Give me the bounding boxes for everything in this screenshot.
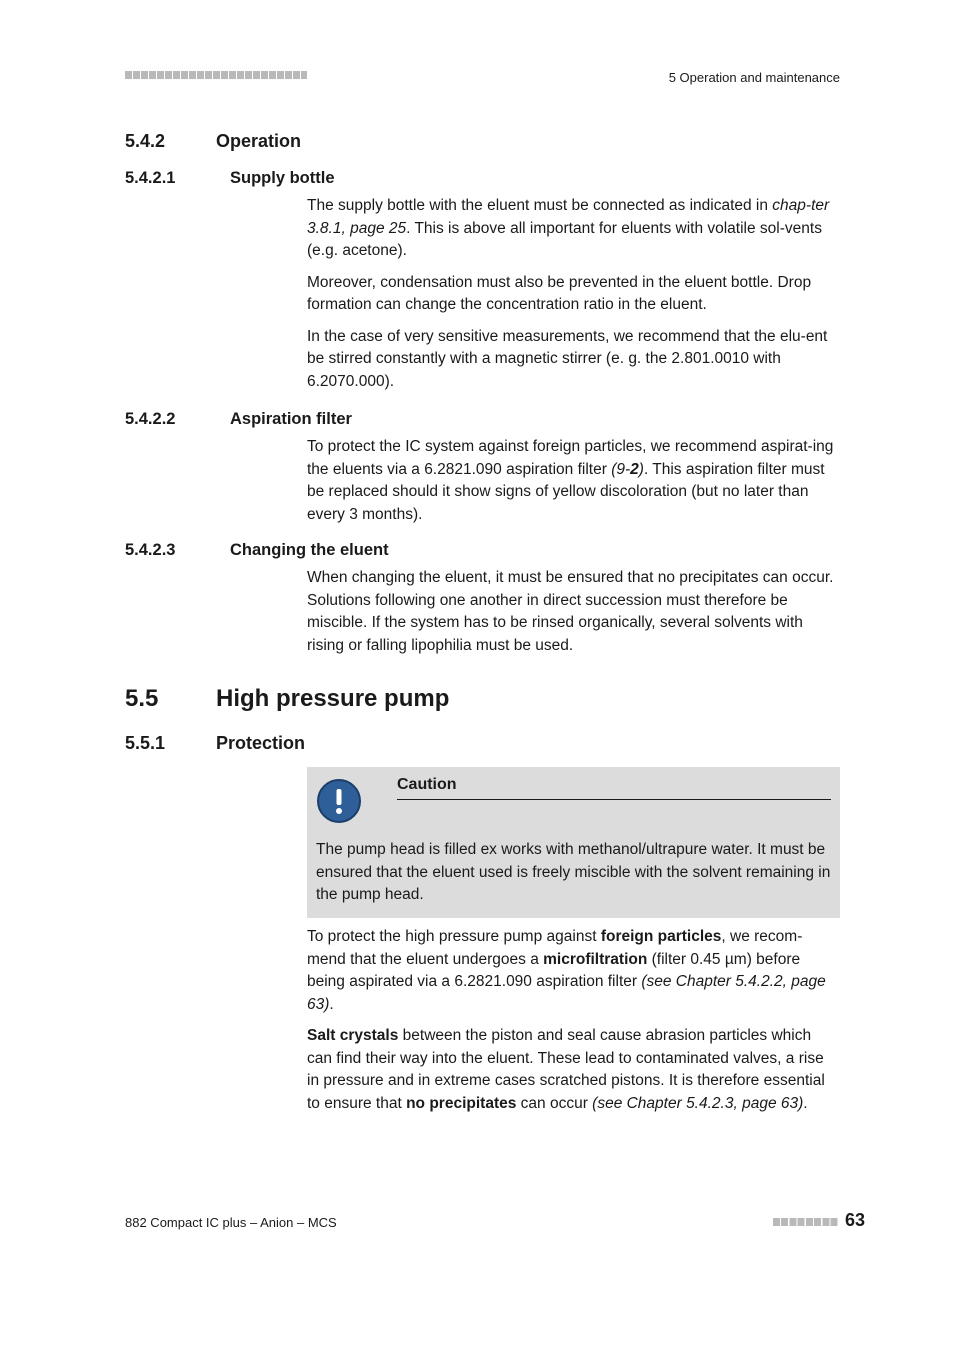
figure-reference[interactable]: (9-2) — [611, 460, 644, 478]
section-title: Protection — [216, 733, 306, 753]
chapter-section-title: High pressure pump — [216, 685, 450, 712]
protection-text — [307, 926, 840, 1115]
running-header: 5 Operation and maintenance — [668, 70, 840, 85]
footer-product: 882 Compact IC plus – Anion – MCS — [125, 1215, 337, 1230]
cross-reference[interactable]: (see Chapter 5.4.2.2, page 63) — [307, 973, 826, 1013]
paragraph: To protect the IC system against foreign particles, we recommend aspirat-ing the eluents via a 6.2821.090 aspiration filter (9-2). This aspiration filter must be replaced should it show signs of yellow discoloration (but no later than every 3 months). — [307, 438, 834, 523]
section-number: 5.5.1 — [125, 733, 166, 753]
paragraph: When changing the eluent, it must be ensured that no precipitates can occur. Solutions following one another in direct succession must therefore be miscible. If the system has to be rinsed organically, several solvents with rising or falling lipophilia must be used. — [307, 569, 834, 654]
exclamation-icon — [317, 779, 361, 823]
cross-reference[interactable]: chap-ter 3.8.1, page 25 — [307, 197, 830, 237]
paragraph: In the case of very sensitive measurements, we recommend that the elu-ent be stirred constantly with a magnetic stirrer (e. g. the 2.801.0010 with 6.2070.000). — [307, 327, 828, 390]
chapter-section-number: 5.5 — [125, 685, 159, 712]
supply-bottle-text — [307, 195, 840, 393]
subsection-number: 5.4.2.2 — [125, 410, 176, 428]
caution-text: The pump head is filled ex works with methanol/ultrapure water. It must be ensured that the eluent used is freely miscible with the solvent remaining in the pump head. — [316, 841, 831, 903]
changing-eluent-text — [307, 567, 840, 657]
subsection-number: 5.4.2.3 — [125, 541, 176, 559]
section-number: 5.4.2 — [125, 131, 166, 151]
caution-title: Caution — [397, 776, 457, 793]
paragraph: Salt crystals between the piston and seal cause abrasion particles which can find their way into the eluent. These lead to contaminated valves, a rise in pressure and in extreme cases scratched pistons. It is therefore essential to ensure that no precipitates can occur (see Chapter 5.4.2.3, page 63). — [307, 1027, 825, 1112]
header-decoration — [125, 71, 307, 79]
divider — [397, 799, 831, 800]
footer-decoration — [773, 1218, 839, 1226]
subsection-title: Aspiration filter — [230, 410, 352, 428]
subsection-title: Supply bottle — [230, 169, 335, 187]
page-number: 63 — [845, 1210, 866, 1230]
section-title: Operation — [216, 131, 302, 151]
cross-reference[interactable]: (see Chapter 5.4.2.3, page 63) — [592, 1094, 804, 1112]
paragraph: The supply bottle with the eluent must be connected as indicated in chap-ter 3.8.1, page 25. This is above all important for eluents with volatile sol-vents (e.g. acetone). — [307, 197, 830, 259]
subsection-number: 5.4.2.1 — [125, 169, 176, 187]
paragraph: Moreover, condensation must also be prevented in the eluent bottle. Drop formation can change the concentration ratio in the eluent. — [307, 273, 812, 313]
caution-box — [307, 767, 840, 918]
paragraph: To protect the high pressure pump against foreign particles, we recom-mend that the eluent undergoes a microfiltration (filter 0.45 µm) before being aspirated via a 6.2821.090 aspiration filter (see Chapter 5.4.2.2, page 63). — [307, 928, 826, 1013]
aspiration-filter-text — [307, 436, 840, 526]
subsection-title: Changing the eluent — [230, 541, 389, 559]
